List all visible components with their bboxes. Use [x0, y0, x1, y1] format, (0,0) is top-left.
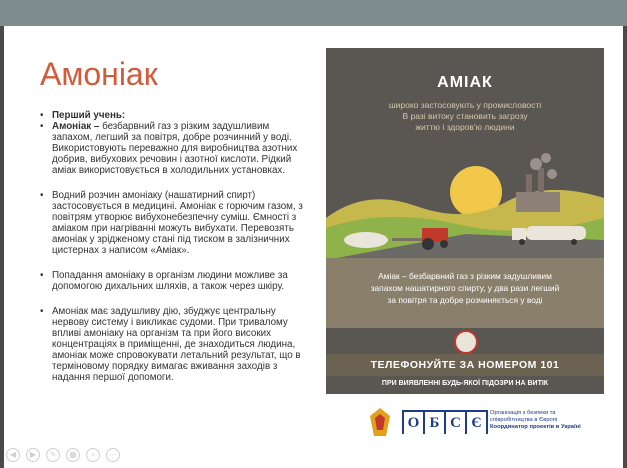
osce-logo: [402, 410, 488, 434]
presentation-controls: [6, 448, 120, 462]
next-icon[interactable]: ▶: [26, 448, 40, 462]
paragraph-text: Амоніак має задушливу дію, збуджує центральну нервову систему і викликає судоми. При тривалому впливі амоніаку на організм та при його високих концентраціях в приміщенні, де знаходиться людина, амоніак може спровокувати летальний результат, що в терміновому порядку вимагає вживання заходів з надання першої допомоги.: [52, 306, 301, 383]
slide: [4, 26, 623, 468]
poster-subtitle-line: життю і здоров'ю людини: [415, 122, 515, 132]
poster-subtitle: [326, 100, 604, 133]
prev-icon[interactable]: ◀: [6, 448, 20, 462]
poster-call-subtext: ПРИ ВИЯВЛЕННІ БУДЬ-ЯКОЇ ПІДОЗРИ НА ВИТІК: [381, 380, 549, 387]
poster-call-banner: ТЕЛЕФОНУЙТЕ ЗА НОМЕРОМ 101: [326, 354, 604, 376]
osce-letter: Б: [425, 412, 444, 434]
paragraph-lead: Амоніак –: [52, 121, 100, 132]
osce-caption-line: Координатор проектів в Україні: [490, 424, 581, 430]
zoom-icon[interactable]: ⌕: [86, 448, 100, 462]
paragraph-1: [40, 110, 310, 121]
ammonia-poster: [326, 48, 604, 452]
phone-icon: [454, 330, 478, 354]
paragraph-4: [40, 270, 310, 292]
paragraph-5: [40, 306, 310, 383]
osce-caption: [490, 410, 600, 431]
top-bar: [0, 0, 627, 26]
pen-icon[interactable]: ✎: [46, 448, 60, 462]
slides-icon[interactable]: ▦: [66, 448, 80, 462]
paragraph-text: Водний розчин амоніаку (нашатирний спирт) застосовується в медицині. Амоніак є горючим газом, з повітрям утворює вибухонебезпечну суміш. Ємності з аміаком при нагріванні можуть вибухати. Перевозять амоніак у зрідженому стані під тиском в залізничних цистернах з написом «Аміак».: [52, 190, 303, 256]
poster-subtitle-line: В разі витоку становить загрозу: [402, 111, 528, 121]
osce-caption-line: співробітництва в Європі: [490, 417, 558, 423]
osce-letter: О: [404, 412, 423, 434]
poster-title: АМІАК: [437, 74, 493, 91]
poster-subtitle-line: широко застосовують у промисловості: [388, 100, 542, 110]
poster-body-line: запахом нашатирного спирту, у два рази легший: [370, 283, 560, 293]
paragraph-lead: Перший учень:: [52, 110, 126, 121]
more-icon[interactable]: ⋯: [106, 448, 120, 462]
farm-scene-illustration: [326, 148, 604, 260]
slide-title: Амоніак: [40, 56, 158, 92]
paragraph-3: [40, 190, 310, 256]
osce-letter: С: [446, 412, 465, 434]
poster-body-line: за повітря та добре розчиняється у воді: [387, 295, 543, 305]
slide-text: [40, 110, 310, 397]
poster-body-text: [336, 270, 594, 306]
osce-caption-line: Організація з безпеки та: [490, 410, 556, 416]
ses-emblem-icon: [370, 408, 390, 436]
poster-body-line: Аміак – безбарвний газ з різким задушливим: [378, 271, 552, 281]
paragraph-text: Попадання амоніаку в організм людини можливе за допомогою дихальних шляхів, а також через шкіру.: [52, 270, 288, 292]
osce-letter: Є: [467, 412, 486, 434]
paragraph-text: безбарвний газ з різким задушливим запахом, легший за повітря, добре розчинний у воді. Використовують переважно для виробництва азотних добрив, вибухових речовин і азотної кислоти. Рідкий аміак використовується в холодильних установках.: [52, 121, 298, 176]
paragraph-2: [40, 121, 310, 176]
